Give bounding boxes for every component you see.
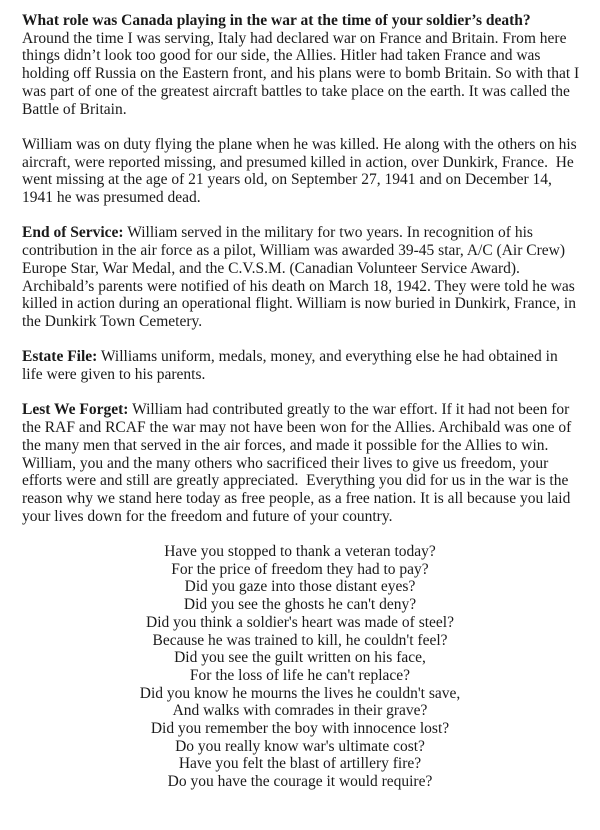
text-line: life were given to his parents.	[22, 366, 206, 384]
section-label-end-of-service: End of Service:	[22, 224, 124, 242]
poem-line: Did you know he mourns the lives he couldn't save,	[139, 684, 461, 702]
paragraph-estate-file	[22, 348, 592, 383]
text-line: went missing at the age of 21 years old, on September 27, 1941 and on December 14,	[22, 171, 552, 189]
text-line	[22, 401, 592, 419]
text-line: Europe Star, War Medal, and the C.V.S.M. (Canadian Volunteer Service Award).	[22, 259, 520, 277]
text-line: Battle of Britain.	[22, 100, 127, 118]
poem-line: Did you remember the boy with innocence lost?	[150, 720, 450, 738]
text-line: efforts were and still are greatly appreciated. Everything you did for us in the war is the	[22, 472, 569, 490]
text-line: was part of one of the greatest aircraft battles to take place on the earth. It was called the	[22, 82, 570, 100]
paragraph-death-details	[22, 136, 592, 207]
text-line: aircraft, were reported missing, and presumed killed in action, over Dunkirk, France. He	[22, 153, 574, 171]
section-label-estate-file: Estate File:	[22, 348, 98, 366]
text-line	[22, 224, 592, 242]
poem-line: Because he was trained to kill, he couldn't feel?	[152, 631, 448, 649]
paragraph-lest-we-forget	[22, 401, 592, 525]
text-line: the RAF and RCAF the war may not have been won for the Allies. Archibald was one of	[22, 419, 572, 437]
poem-line: For the price of freedom they had to pay?	[171, 560, 429, 578]
poem	[0, 543, 600, 791]
poem-line: And walks with comrades in their grave?	[172, 702, 428, 720]
text-line: things didn’t look too good for our side, the Allies. Hitler had taken France and was	[22, 47, 541, 65]
paragraph-canada-role	[22, 12, 592, 118]
text-line: killed in action during an operational flight. William is now buried in Dunkirk, France, in	[22, 295, 576, 313]
text-line: your lives down for the freedom and future of your country.	[22, 507, 393, 525]
section-label-lest-we-forget: Lest We Forget:	[22, 401, 129, 419]
text-line: William was on duty flying the plane when he was killed. He along with the others on his	[22, 135, 577, 153]
poem-line: Do you really know war's ultimate cost?	[175, 737, 425, 755]
text-line: 1941 he was presumed dead.	[22, 189, 201, 207]
text-line: reason why we stand here today as free people, as a free nation. It is all because you laid	[22, 489, 571, 507]
text-line: William, you and the many others who sacrificed their lives to give us freedom, your	[22, 454, 549, 472]
text-line-rest: Williams uniform, medals, money, and everything else he had obtained in	[97, 348, 558, 366]
paragraph-end-of-service	[22, 224, 592, 330]
question-heading: What role was Canada playing in the war at the time of your soldier’s death?	[22, 12, 531, 29]
text-line: Archibald’s parents were notified of his death on March 18, 1942. They were told he was	[22, 277, 575, 295]
text-line: the Dunkirk Town Cemetery.	[22, 312, 203, 330]
text-line-rest: William had contributed greatly to the war effort. If it had not been for	[128, 401, 570, 419]
text-line: Around the time I was serving, Italy had declared war on France and Britain. From here	[22, 29, 567, 47]
poem-line: Have you stopped to thank a veteran today?	[164, 543, 436, 561]
poem-line: Do you have the courage it would require?	[167, 773, 433, 791]
text-line: the many men that served in the air forces, and made it possible for the Allies to win.	[22, 436, 549, 454]
text-line: holding off Russia on the Eastern front, and his plans were to bomb Britain. So with that I	[22, 65, 580, 83]
text-line: contribution in the air force as a pilot, William was awarded 39-45 star, A/C (Air Crew)	[22, 242, 565, 260]
poem-line: Did you see the guilt written on his face,	[174, 649, 426, 667]
poem-line: Did you gaze into those distant eyes?	[184, 578, 416, 596]
poem-line: Did you think a soldier's heart was made of steel?	[146, 613, 454, 631]
poem-line: Have you felt the blast of artillery fire?	[178, 755, 422, 773]
poem-line: For the loss of life he can't replace?	[189, 666, 411, 684]
text-line	[22, 348, 592, 366]
text-line-rest: William served in the military for two years. In recognition of his	[123, 224, 533, 242]
poem-line: Did you see the ghosts he can't deny?	[183, 596, 417, 614]
